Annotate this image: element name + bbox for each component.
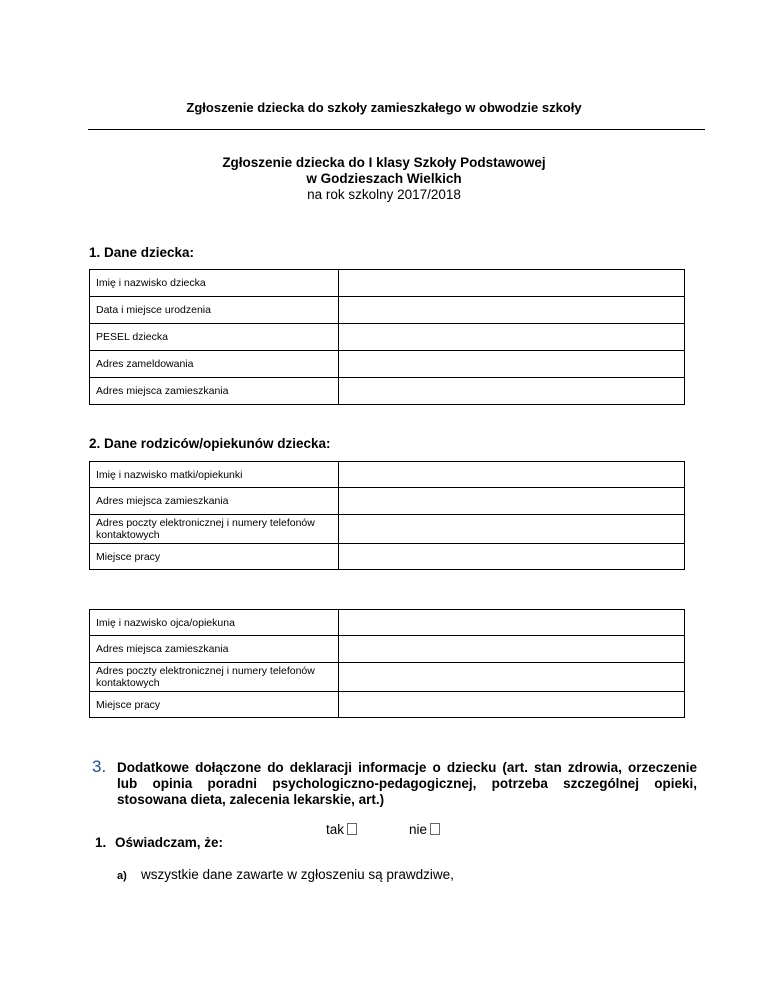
mother-data-table	[89, 461, 685, 570]
section-1-heading: 1. Dane dziecka:	[89, 245, 195, 260]
declaration-title: Oświadczam, że:	[115, 835, 224, 850]
no-label: nie	[409, 822, 428, 837]
field-label: PESEL dziecka	[90, 324, 339, 351]
table-row	[90, 488, 685, 515]
declaration-number: 1.	[95, 835, 107, 850]
title-block	[0, 155, 768, 203]
declaration-item	[117, 867, 454, 882]
field-label: Imię i nazwisko ojca/opiekuna	[90, 610, 339, 636]
mother-contact-field[interactable]	[339, 515, 685, 544]
field-label: Adres miejsca zamieszkania	[90, 378, 339, 405]
mother-name-field[interactable]	[339, 462, 685, 488]
residence-address-field[interactable]	[339, 378, 685, 405]
document-header: Zgłoszenie dziecka do szkoły zamieszkałego w obwodzie szkoły	[186, 100, 582, 115]
field-label: Miejsce pracy	[90, 692, 339, 718]
header-rule	[88, 129, 705, 130]
title-line-2: w Godzieszach Wielkich	[306, 171, 462, 186]
father-workplace-field[interactable]	[339, 692, 685, 718]
table-row	[90, 462, 685, 488]
no-checkbox-icon[interactable]	[430, 823, 440, 835]
title-line-3: na rok szkolny 2017/2018	[307, 187, 461, 202]
child-data-table	[89, 269, 685, 405]
table-row	[90, 610, 685, 636]
table-row	[90, 636, 685, 663]
field-label: Adres zameldowania	[90, 351, 339, 378]
yes-checkbox-icon[interactable]	[347, 823, 357, 835]
title-line-1: Zgłoszenie dziecka do I klasy Szkoły Podstawowej	[222, 155, 546, 170]
yes-option[interactable]	[326, 822, 357, 837]
table-row	[90, 515, 685, 544]
table-row	[90, 324, 685, 351]
no-option[interactable]	[409, 822, 440, 837]
registration-address-field[interactable]	[339, 351, 685, 378]
father-contact-field[interactable]	[339, 663, 685, 692]
section-3-text: Dodatkowe dołączone do deklaracji informacje o dziecku (art. stan zdrowia, orzeczenie lub opinia poradni psychologiczno-pedagogicznej, potrzeba szczególnej opieki, stosowana dieta, zalecenia lekarskie, art.)	[117, 760, 697, 807]
section-3-number: 3.	[92, 757, 107, 776]
declaration-heading	[95, 835, 223, 850]
field-label: Imię i nazwisko dziecka	[90, 270, 339, 297]
mother-workplace-field[interactable]	[339, 544, 685, 570]
birth-date-place-field[interactable]	[339, 297, 685, 324]
item-text: wszystkie dane zawarte w zgłoszeniu są prawdziwe,	[141, 867, 454, 882]
field-label: Adres miejsca zamieszkania	[90, 636, 339, 663]
table-row	[90, 378, 685, 405]
field-label: Adres poczty elektronicznej i numery telefonów kontaktowych	[90, 663, 339, 692]
field-label: Imię i nazwisko matki/opiekunki	[90, 462, 339, 488]
table-row	[90, 270, 685, 297]
table-row	[90, 663, 685, 692]
child-name-field[interactable]	[339, 270, 685, 297]
yes-label: tak	[326, 822, 345, 837]
table-row	[90, 351, 685, 378]
field-label: Adres miejsca zamieszkania	[90, 488, 339, 515]
mother-address-field[interactable]	[339, 488, 685, 515]
father-address-field[interactable]	[339, 636, 685, 663]
field-label: Adres poczty elektronicznej i numery telefonów kontaktowych	[90, 515, 339, 544]
item-letter: a)	[117, 870, 127, 882]
field-label: Data i miejsce urodzenia	[90, 297, 339, 324]
table-row	[90, 544, 685, 570]
pesel-field[interactable]	[339, 324, 685, 351]
father-data-table	[89, 609, 685, 718]
table-row	[90, 297, 685, 324]
father-name-field[interactable]	[339, 610, 685, 636]
section-2-heading: 2. Dane rodziców/opiekunów dziecka:	[89, 436, 331, 451]
table-row	[90, 692, 685, 718]
field-label: Miejsce pracy	[90, 544, 339, 570]
